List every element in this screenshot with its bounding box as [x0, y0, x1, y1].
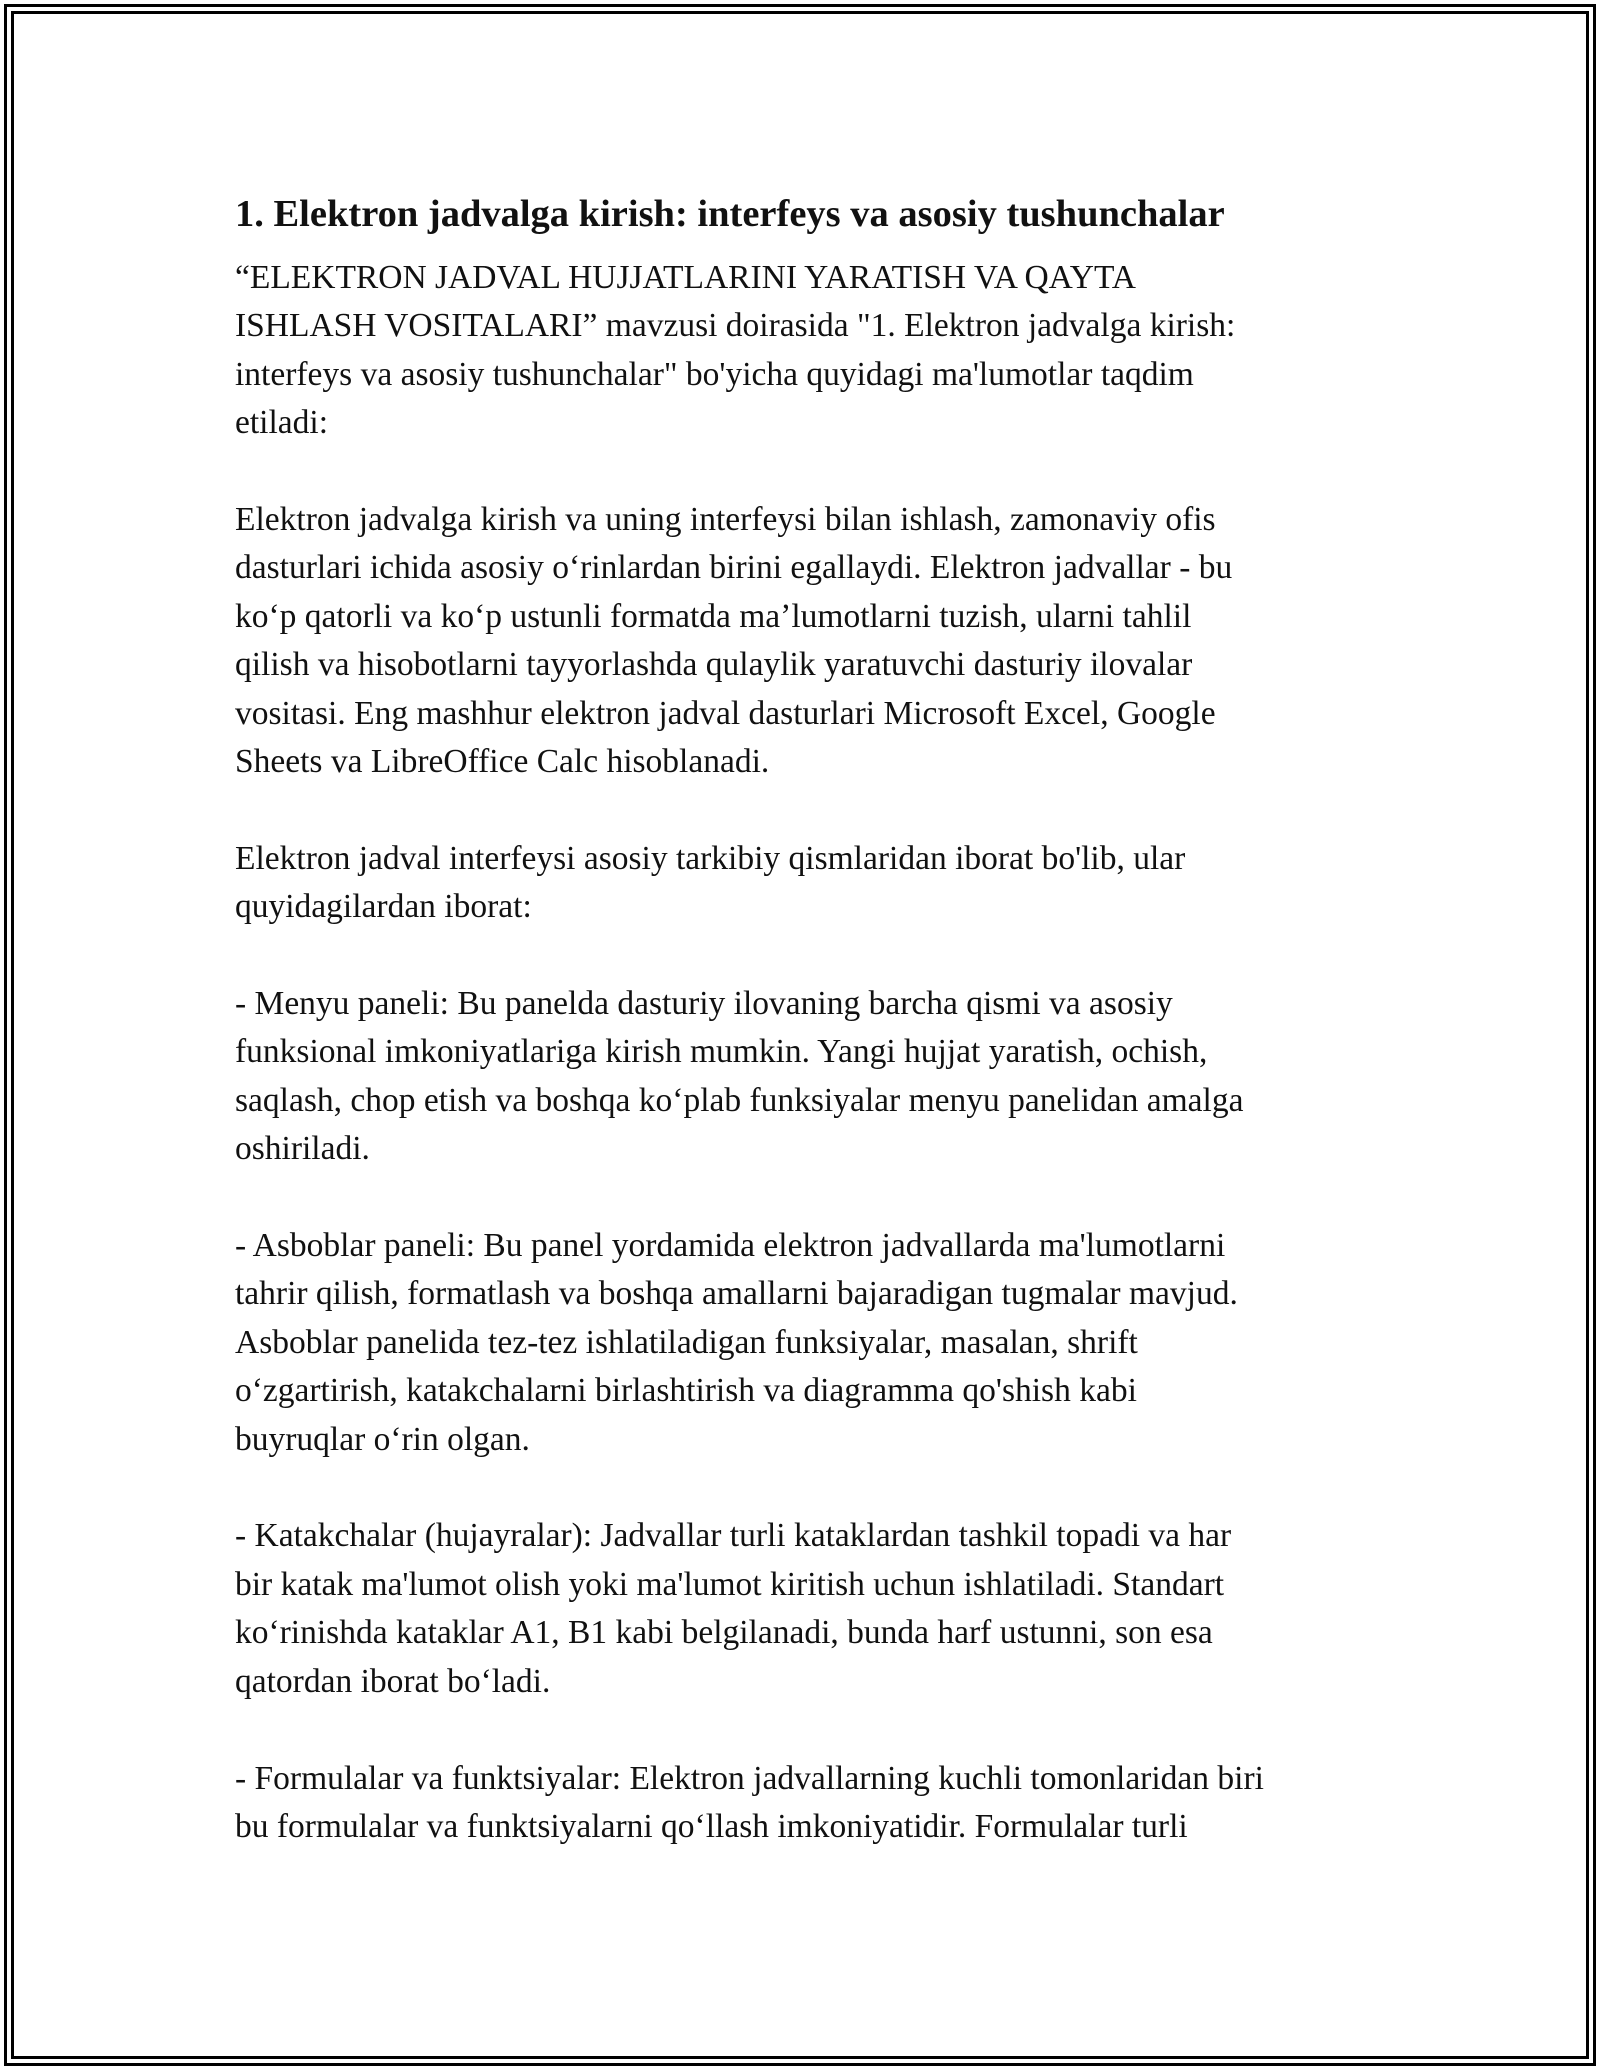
section-heading: 1. Elektron jadvalga kirish: interfeys va asosiy tushunchalar	[235, 193, 1225, 235]
text-line: - Menyu paneli: Bu panelda dasturiy ilovaning barcha qismi va asosiy	[235, 985, 1173, 1023]
paragraph-toolbar	[235, 1222, 1385, 1464]
text-line: Elektron jadval interfeysi asosiy tarkibiy qismlaridan iborat bo'lib, ular	[235, 839, 1186, 877]
text-line: quyidagilardan iborat:	[235, 888, 532, 926]
document-body	[235, 180, 1385, 1900]
text-line: vositasi. Eng mashhur elektron jadval dasturlari Microsoft Excel, Google	[235, 694, 1216, 732]
paragraph-cells	[235, 1512, 1385, 1706]
text-line: Elektron jadvalga kirish va uning interfeysi bilan ishlash, zamonaviy ofis	[235, 501, 1216, 539]
text-line: - Asboblar paneli: Bu panel yordamida elektron jadvallarda ma'lumotlarni	[235, 1227, 1226, 1265]
text-line: bu formulalar va funktsiyalarni qoʻllash imkoniyatidir. Formulalar turli	[235, 1807, 1188, 1845]
text-line: koʻp qatorli va koʻp ustunli formatda maʼlumotlarni tuzish, ularni tahlil	[235, 597, 1192, 635]
text-line: ISHLASH VOSITALARI” mavzusi doirasida "1. Elektron jadvalga kirish:	[235, 307, 1236, 345]
text-line: - Katakchalar (hujayralar): Jadvallar turli kataklardan tashkil topadi va har	[235, 1517, 1232, 1555]
text-line: saqlash, chop etish va boshqa koʻplab funksiyalar menyu panelidan amalga	[235, 1081, 1244, 1119]
text-line: interfeys va asosiy tushunchalar" bo'yicha quyidagi ma'lumotlar taqdim	[235, 355, 1194, 393]
paragraph-formulas	[235, 1755, 1385, 1852]
text-line: funksional imkoniyatlariga kirish mumkin. Yangi hujjat yaratish, ochish,	[235, 1033, 1208, 1071]
text-line: qatordan iborat boʻladi.	[235, 1662, 551, 1700]
text-line: oshiriladi.	[235, 1130, 370, 1168]
text-line: koʻrinishda kataklar A1, B1 kabi belgilanadi, bunda harf ustunni, son esa	[235, 1614, 1213, 1652]
text-line: qilish va hisobotlarni tayyorlashda qulaylik yaratuvchi dasturiy ilovalar	[235, 646, 1193, 684]
text-line: “ELEKTRON JADVAL HUJJATLARINI YARATISH VA QAYTA	[235, 259, 1136, 296]
paragraph-intro	[235, 254, 1385, 448]
text-line: etiladi:	[235, 404, 329, 442]
paragraph-interface-parts	[235, 835, 1385, 932]
text-line: buyruqlar oʻrin olgan.	[235, 1420, 530, 1458]
text-line: Asboblar panelida tez-tez ishlatiladigan funksiyalar, masalan, shrift	[235, 1323, 1138, 1361]
text-line: dasturlari ichida asosiy oʻrinlardan birini egallaydi. Elektron jadvallar - bu	[235, 549, 1233, 587]
text-line: - Formulalar va funktsiyalar: Elektron jadvallarning kuchli tomonlaridan biri	[235, 1759, 1264, 1797]
text-line: tahrir qilish, formatlash va boshqa amallarni bajaradigan tugmalar mavjud.	[235, 1275, 1238, 1313]
text-line: bir katak ma'lumot olish yoki ma'lumot kiritish uchun ishlatiladi. Standart	[235, 1565, 1225, 1603]
paragraph-overview	[235, 496, 1385, 786]
text-line: oʻzgartirish, katakchalarni birlashtirish va diagramma qo'shish kabi	[235, 1372, 1137, 1410]
paragraph-menu-panel	[235, 980, 1385, 1174]
text-line: Sheets va LibreOffice Calc hisoblanadi.	[235, 743, 770, 781]
